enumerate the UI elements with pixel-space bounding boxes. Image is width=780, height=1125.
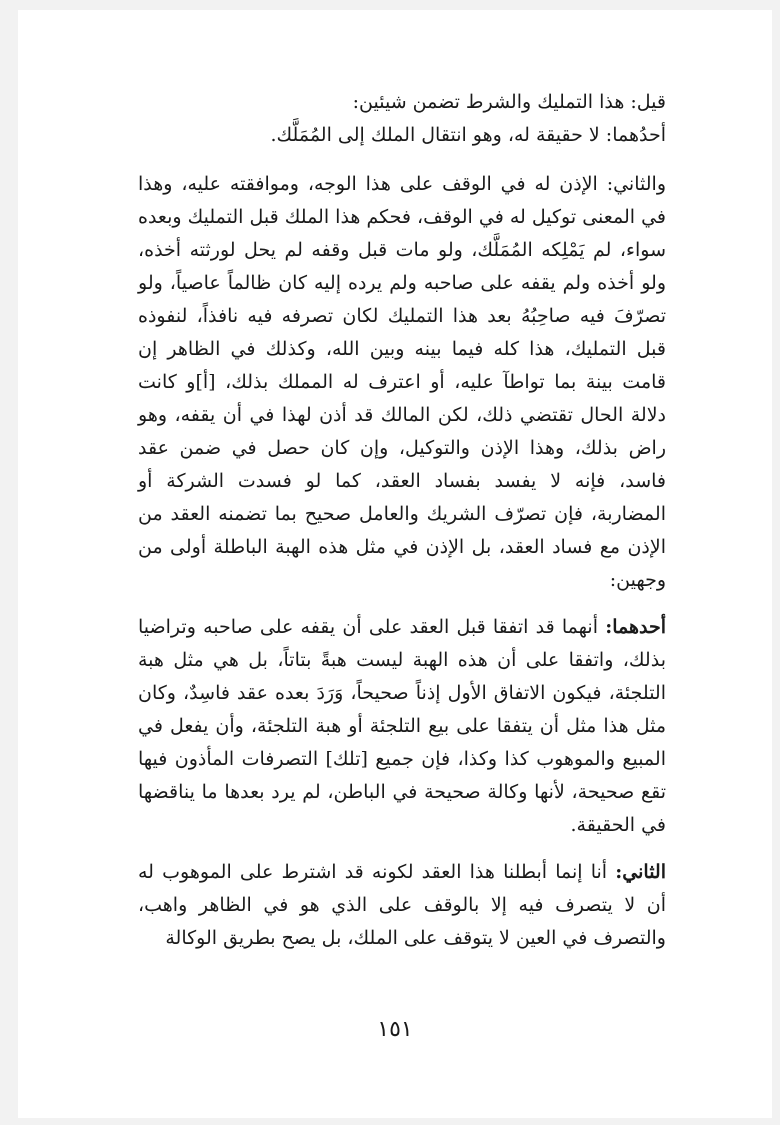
paragraph-first-matter: أحدُهما: لا حقيقة له، وهو انتقال الملك إلى المُمَلَّك. (270, 124, 666, 146)
paragraph-question: قيل: هذا التمليك والشرط تضمن شيئين: (352, 91, 666, 113)
second-reason-heading: الثاني: (615, 861, 666, 883)
first-reason-heading: أحدهما: (605, 616, 666, 638)
page-body (138, 86, 666, 955)
book-page (18, 10, 772, 1118)
first-reason-text: أنهما قد اتفقا قبل العقد على أن يقفه على صاحبه وتراضيا بذلك، واتفقا على أن هذه الهبة ليست هبةً بتاتاً، بل هي مثل هبة التلجئة، فيكون الاتفاق الأول إذناً صحيحاً، وَرَدَ بعده عقد فاسِدٌ، وكان مثل هذا مثل أن يتفقا على بيع التلجئة أو هبة التلجئة، وأن يفعل في المبيع والموهوب كذا وكذا، فإن جميع [تلك] التصرفات المأذون فيها تقع صحيحة، لأنها وكالة صحيحة في الباطن، لم يرد بعدها ما يناقضها في الحقيقة. (138, 616, 666, 836)
page-number: ١٥١ (377, 1017, 413, 1042)
second-reason-text: أنا إنما أبطلنا هذا العقد لكونه قد اشترط على الموهوب له أن لا يتصرف فيه إلا بالوقف على الذي هو في الظاهر واهب، والتصرف في العين لا يتوقف على الملك، بل يصح بطريق الوكالة (138, 861, 666, 949)
paragraph-second-reason (138, 856, 666, 955)
paragraph-second-matter: والثاني: الإذن له في الوقف على هذا الوجه، وموافقته عليه، وهذا في المعنى توكيل له في الوقف، فحكم هذا الملك قبل التمليك وبعده سواء، لم يَمْلِكه المُمَلَّك، ولو مات قبل وقفه لم يحل لورثته أخذه، ولو أخذه ولم يقفه على صاحبه ولم يرده إليه كان ظالماً عاصياً، ولو تصرّفَ فيه صاحِبُهُ بعد هذا التمليك لكان تصرفه فيه نافذاً، لنفوذه قبل التمليك، هذا كله فيما بينه وبين الله، وكذلك في الظاهر إن قامت بينة بما تواطآ عليه، أو اعترف له المملك بذلك، [أ]و كانت دلالة الحال تقتضي ذلك، لكن المالك قد أذن لهذا في أن يقفه، وهو راض بذلك، وهذا الإذن والتوكيل، وإن كان حصل في ضمن عقد فاسد، فإنه لا يفسد بفساد العقد، كما لو فسدت الشركة أو المضاربة، فإن تصرّف الشريك والعامل صحيح بما تضمنه العقد من الإذن مع فساد العقد، بل الإذن في مثل هذه الهبة الباطلة أولى من وجهين: (138, 173, 666, 591)
paragraph-first-reason (138, 611, 666, 842)
